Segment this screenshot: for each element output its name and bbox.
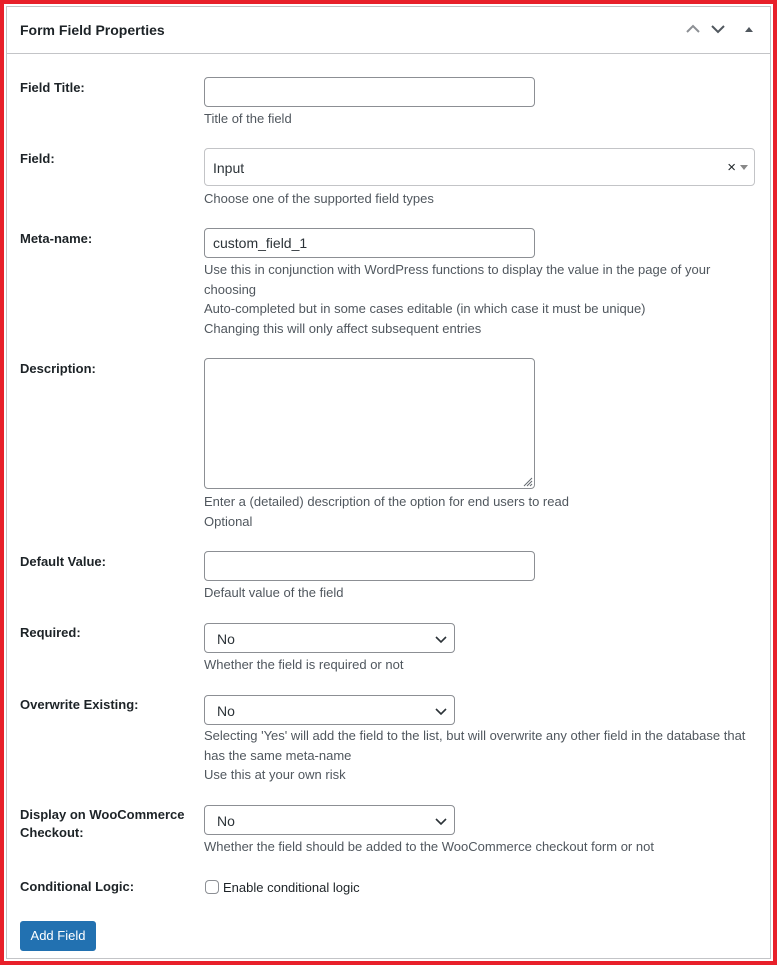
overwrite-existing-select[interactable] xyxy=(204,695,455,725)
required-select[interactable] xyxy=(204,623,455,653)
required-selected-value: No xyxy=(217,631,235,647)
collapse-triangle-icon[interactable] xyxy=(739,19,759,39)
field-type-label: Field: xyxy=(20,151,55,166)
default-value-label: Default Value: xyxy=(20,554,106,569)
enable-conditional-logic-checkbox[interactable] xyxy=(205,880,219,894)
overwrite-existing-help: Selecting 'Yes' will add the field to the list, but will overwrite any other field in the database that has the same meta-name Use this at your own risk xyxy=(204,728,746,782)
field-title-label: Field Title: xyxy=(20,80,85,95)
chevron-down-icon xyxy=(434,632,448,646)
chevron-down-icon xyxy=(434,814,448,828)
field-title-help: Title of the field xyxy=(204,111,292,126)
resize-grip-icon[interactable] xyxy=(521,475,533,487)
dropdown-arrow-icon xyxy=(740,165,748,170)
default-value-input[interactable] xyxy=(204,551,535,581)
description-label: Description: xyxy=(20,361,96,376)
panel-header xyxy=(7,7,770,54)
clear-selection-icon[interactable]: × xyxy=(727,159,736,176)
meta-name-help: Use this in conjunction with WordPress functions to display the value in the page of your choosing Auto-completed but in some cases editable (in which case it must be unique) Changing this will only affect subsequent entries xyxy=(204,262,711,336)
field-type-select[interactable] xyxy=(204,148,755,186)
meta-name-label: Meta-name: xyxy=(20,231,93,246)
overwrite-existing-selected-value: No xyxy=(217,703,235,719)
field-type-help: Choose one of the supported field types xyxy=(204,191,434,206)
chevron-down-icon xyxy=(434,704,448,718)
woocommerce-checkout-selected-value: No xyxy=(217,813,235,829)
enable-conditional-logic-label[interactable]: Enable conditional logic xyxy=(223,880,360,895)
required-help: Whether the field is required or not xyxy=(204,657,404,672)
field-title-input[interactable] xyxy=(204,77,535,107)
description-textarea[interactable] xyxy=(204,358,535,489)
chevron-down-icon[interactable] xyxy=(708,19,728,39)
woocommerce-checkout-label: Display on WooCommerce Checkout: xyxy=(20,807,185,840)
required-label: Required: xyxy=(20,625,81,640)
overwrite-existing-label: Overwrite Existing: xyxy=(20,697,139,712)
meta-name-input[interactable] xyxy=(204,228,535,258)
form-field-properties-panel xyxy=(6,6,771,959)
panel-title: Form Field Properties xyxy=(20,22,165,38)
chevron-up-icon[interactable] xyxy=(683,19,703,39)
conditional-logic-label: Conditional Logic: xyxy=(20,879,135,894)
description-help: Enter a (detailed) description of the option for end users to read Optional xyxy=(204,494,569,529)
field-type-selected-value: Input xyxy=(213,160,245,176)
default-value-help: Default value of the field xyxy=(204,585,344,600)
woocommerce-checkout-help: Whether the field should be added to the WooCommerce checkout form or not xyxy=(204,839,654,854)
woocommerce-checkout-select[interactable] xyxy=(204,805,455,835)
add-field-button[interactable]: Add Field xyxy=(20,921,96,951)
